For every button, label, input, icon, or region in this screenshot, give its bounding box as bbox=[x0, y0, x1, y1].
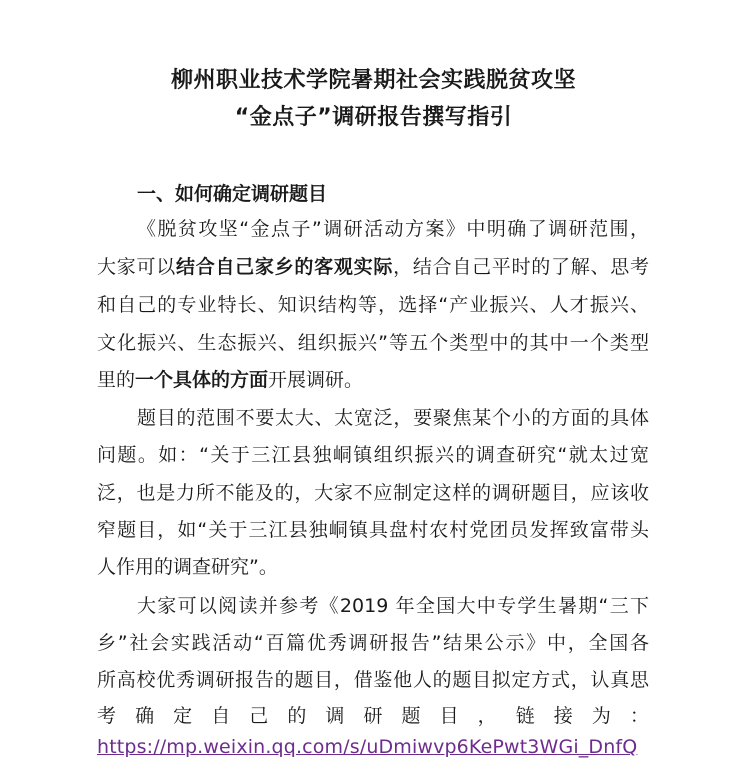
section-heading: 一、如何确定调研题目 bbox=[137, 183, 328, 205]
char: 考 bbox=[97, 705, 117, 727]
bold-emphasis-text: 一个具体的方面 bbox=[135, 369, 269, 391]
paragraph-3-line-3: 所高校优秀调研报告的题目，借鉴他人的题目拟定方式，认真思 bbox=[97, 669, 649, 691]
char: 为 bbox=[591, 705, 611, 727]
char: 目 bbox=[439, 705, 459, 727]
paragraph-2-line-5: 人作用的调查研究”。 bbox=[97, 556, 278, 578]
paragraph-2-line-4: 窄题目，如“关于三江县独峒镇具盘村农村党团员发挥致富带头 bbox=[97, 519, 649, 541]
text-run: 开展调研。 bbox=[268, 369, 364, 391]
paragraph-2-line-3: 泛，也是力所不能及的，大家不应制定这样的调研题目，应该收 bbox=[97, 482, 649, 504]
paragraph-1-line-2 bbox=[97, 253, 649, 281]
char: 调 bbox=[325, 705, 345, 727]
paragraph-3-line-1: 大家可以阅读并参考《2019 年全国大中专学生暑期“三下 bbox=[137, 595, 649, 617]
paragraph-3-line-2: 乡”社会实践活动“百篇优秀调研报告”结果公示》中，全国各 bbox=[97, 632, 649, 654]
text-run: ，结合自己平时的了解、思考 bbox=[393, 256, 649, 278]
char: 题 bbox=[401, 705, 421, 727]
char: 自 bbox=[211, 705, 231, 727]
paragraph-1-line-3: 和自己的专业特长、知识结构等，选择“产业振兴、人才振兴、 bbox=[97, 294, 649, 316]
char: 研 bbox=[363, 705, 383, 727]
text-run: 大家可以 bbox=[97, 256, 176, 278]
document-title-line1: 柳州职业技术学院暑期社会实践脱贫攻坚 bbox=[170, 68, 576, 93]
char: ： bbox=[629, 705, 649, 727]
text-run: 里的 bbox=[97, 369, 136, 391]
paragraph-1-line-1: 《脱贫攻坚“金点子”调研活动方案》中明确了调研范围， bbox=[137, 218, 649, 240]
char: 链 bbox=[515, 705, 535, 727]
char: 己 bbox=[249, 705, 269, 727]
char: 接 bbox=[553, 705, 573, 727]
char: 定 bbox=[173, 705, 193, 727]
paragraph-1-line-4: 文化振兴、生态振兴、组织振兴”等五个类型中的其中一个类型 bbox=[97, 332, 649, 354]
bold-emphasis-text: 结合自己家乡的客观实际 bbox=[175, 256, 394, 278]
report-link[interactable]: https://mp.weixin.qq.com/s/uDmiwvp6KePwt3WGi_DnfQ bbox=[97, 736, 638, 758]
char: 的 bbox=[287, 705, 307, 727]
char: ， bbox=[477, 705, 497, 727]
paragraph-1-line-5 bbox=[97, 366, 649, 394]
document-title-line2: “金点子”调研报告撰写指引 bbox=[234, 105, 513, 130]
paragraph-2-line-1: 题目的范围不要太大、太宽泛，要聚焦某个小的方面的具体 bbox=[137, 407, 649, 429]
paragraph-2-line-2: 问题。如：“关于三江县独峒镇组织振兴的调查研究“就太过宽 bbox=[97, 444, 649, 466]
paragraph-3-line-4 bbox=[97, 702, 649, 730]
char: 确 bbox=[135, 705, 155, 727]
